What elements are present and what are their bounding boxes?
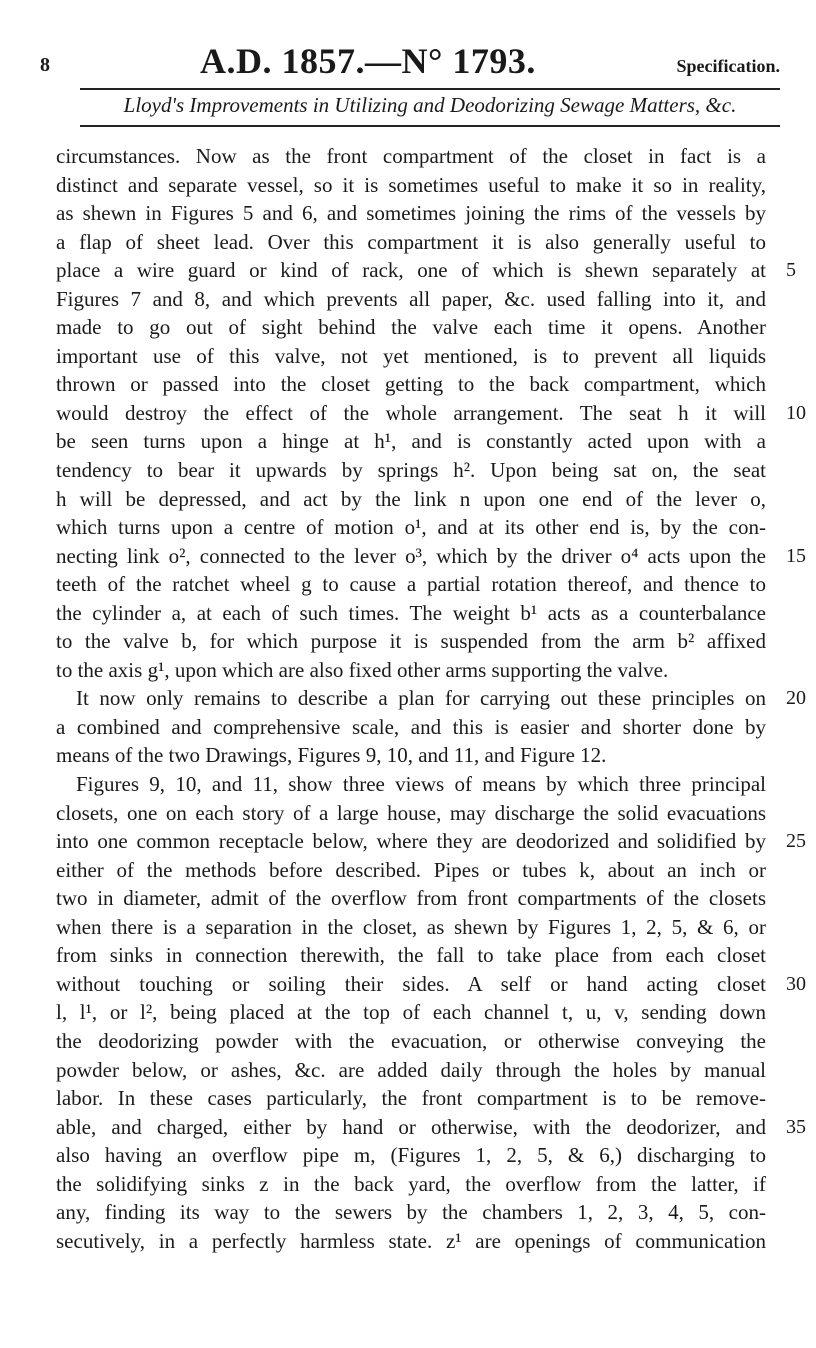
text-line <box>56 970 806 999</box>
text-line <box>56 427 766 456</box>
running-subtitle: Lloyd's Improvements in Utilizing and Deodorizing Sewage Matters, &c. <box>123 93 737 117</box>
text-line <box>56 399 806 428</box>
text-line <box>56 228 766 257</box>
line-text: necting link o², connected to the lever o³, which by the driver o⁴ acts upon the <box>56 543 766 568</box>
line-text: a flap of sheet lead. Over this compartment it is also generally useful to <box>56 229 766 254</box>
top-rule <box>80 88 780 90</box>
text-line <box>56 741 766 770</box>
text-line <box>56 542 806 571</box>
line-text: labor. In these cases particularly, the front compartment is to be remove- <box>56 1086 766 1111</box>
margin-line-number: 25 <box>786 830 806 853</box>
line-text: two in diameter, admit of the overflow from front compartments of the closets <box>56 886 766 911</box>
text-line <box>56 1170 766 1199</box>
text-line <box>56 1084 766 1113</box>
page-number: 8 <box>40 54 50 76</box>
line-text: h will be depressed, and act by the link n upon one end of the lever o, <box>56 486 766 511</box>
line-text: place a wire guard or kind of rack, one of which is shewn separately at <box>56 258 766 283</box>
margin-line-number: 35 <box>786 1115 806 1138</box>
margin-line-number: 15 <box>786 544 806 567</box>
margin-line-number: 20 <box>786 687 806 710</box>
text-line <box>56 713 766 742</box>
line-text: into one common receptacle below, where they are deodorized and solidified by <box>56 829 766 854</box>
text-line <box>56 1027 766 1056</box>
text-line <box>56 1227 766 1256</box>
margin-line-number: 30 <box>786 972 806 995</box>
text-line <box>56 599 766 628</box>
line-text: thrown or passed into the closet getting to the back compartment, which <box>56 372 766 397</box>
line-text: teeth of the ratchet wheel g to cause a partial rotation thereof, and thence to <box>56 572 766 597</box>
page-header <box>40 20 780 90</box>
line-text: Figures 9, 10, and 11, show three views of means by which three principal <box>76 772 766 797</box>
text-line <box>56 456 766 485</box>
text-line <box>56 827 806 856</box>
text-line <box>56 884 766 913</box>
line-text: the solidifying sinks z in the back yard, the overflow from the latter, if <box>56 1171 766 1196</box>
line-text: means of the two Drawings, Figures 9, 10, and 11, and Figure 12. <box>56 743 607 768</box>
text-line <box>56 513 766 542</box>
line-text: made to go out of sight behind the valve each time it opens. Another <box>56 315 766 340</box>
line-text: also having an overflow pipe m, (Figures 1, 2, 5, & 6,) discharging to <box>56 1143 766 1168</box>
text-line <box>56 256 796 285</box>
line-text: tendency to bear it upwards by springs h². Upon being sat on, the seat <box>56 458 766 483</box>
line-text: secutively, in a perfectly harmless state. z¹ are openings of communication <box>56 1228 766 1253</box>
margin-line-number: 10 <box>786 401 806 424</box>
text-line <box>56 199 766 228</box>
line-text: Figures 7 and 8, and which prevents all paper, &c. used falling into it, and <box>56 286 766 311</box>
line-text: distinct and separate vessel, so it is sometimes useful to make it so in reality, <box>56 172 766 197</box>
line-text: to the valve b, for which purpose it is suspended from the arm b² affixed <box>56 629 766 654</box>
line-text: able, and charged, either by hand or otherwise, with the deodorizer, and <box>56 1114 766 1139</box>
line-text: as shewn in Figures 5 and 6, and sometimes joining the rims of the vessels by <box>56 201 766 226</box>
text-line <box>56 285 766 314</box>
margin-line-number: 5 <box>786 259 796 282</box>
text-line <box>56 1141 766 1170</box>
line-text: important use of this valve, not yet mentioned, is to prevent all liquids <box>56 343 766 368</box>
text-line <box>56 570 766 599</box>
text-line <box>56 998 766 1027</box>
line-text: when there is a separation in the closet, as shewn by Figures 1, 2, 5, & 6, or <box>56 914 766 939</box>
text-line <box>56 1198 766 1227</box>
body-text <box>56 142 806 1255</box>
text-line <box>56 684 806 713</box>
text-line <box>56 313 766 342</box>
line-text: without touching or soiling their sides. A self or hand acting closet <box>56 971 766 996</box>
line-text: any, finding its way to the sewers by the chambers 1, 2, 3, 4, 5, con- <box>56 1200 766 1225</box>
text-line <box>56 941 766 970</box>
line-text: to the axis g¹, upon which are also fixed other arms supporting the valve. <box>56 657 669 682</box>
line-text: the deodorizing powder with the evacuation, or otherwise conveying the <box>56 1028 766 1053</box>
text-line <box>56 913 766 942</box>
line-text: would destroy the effect of the whole arrangement. The seat h it will <box>56 400 766 425</box>
text-line <box>56 370 766 399</box>
bottom-rule <box>80 125 780 127</box>
text-lines <box>56 142 806 1255</box>
line-text: circumstances. Now as the front compartment of the closet in fact is a <box>56 144 766 168</box>
text-line <box>56 171 766 200</box>
line-text: It now only remains to describe a plan for carrying out these principles on <box>76 686 766 711</box>
patent-title: A.D. 1857.—N° 1793. <box>200 41 536 81</box>
text-line <box>56 1056 766 1085</box>
text-line <box>56 627 766 656</box>
text-line <box>56 656 766 685</box>
text-line <box>56 856 766 885</box>
text-line <box>56 342 766 371</box>
text-line <box>56 770 766 799</box>
line-text: the cylinder a, at each of such times. The weight b¹ acts as a counterbalance <box>56 600 766 625</box>
line-text: l, l¹, or l², being placed at the top of each channel t, u, v, sending down <box>56 1000 766 1025</box>
text-line <box>56 799 766 828</box>
document-kind-label: Specification. <box>676 56 780 76</box>
line-text: a combined and comprehensive scale, and this is easier and shorter done by <box>56 714 766 739</box>
line-text: be seen turns upon a hinge at h¹, and is constantly acted upon with a <box>56 429 766 454</box>
line-text: either of the methods before described. Pipes or tubes k, about an inch or <box>56 857 766 882</box>
line-text: powder below, or ashes, &c. are added daily through the holes by manual <box>56 1057 766 1082</box>
text-line <box>56 485 766 514</box>
line-text: closets, one on each story of a large house, may discharge the solid evacuations <box>56 800 766 825</box>
text-line <box>56 1113 806 1142</box>
line-text: which turns upon a centre of motion o¹, and at its other end is, by the con- <box>56 515 766 540</box>
text-line <box>56 142 766 171</box>
line-text: from sinks in connection therewith, the fall to take place from each closet <box>56 943 766 968</box>
